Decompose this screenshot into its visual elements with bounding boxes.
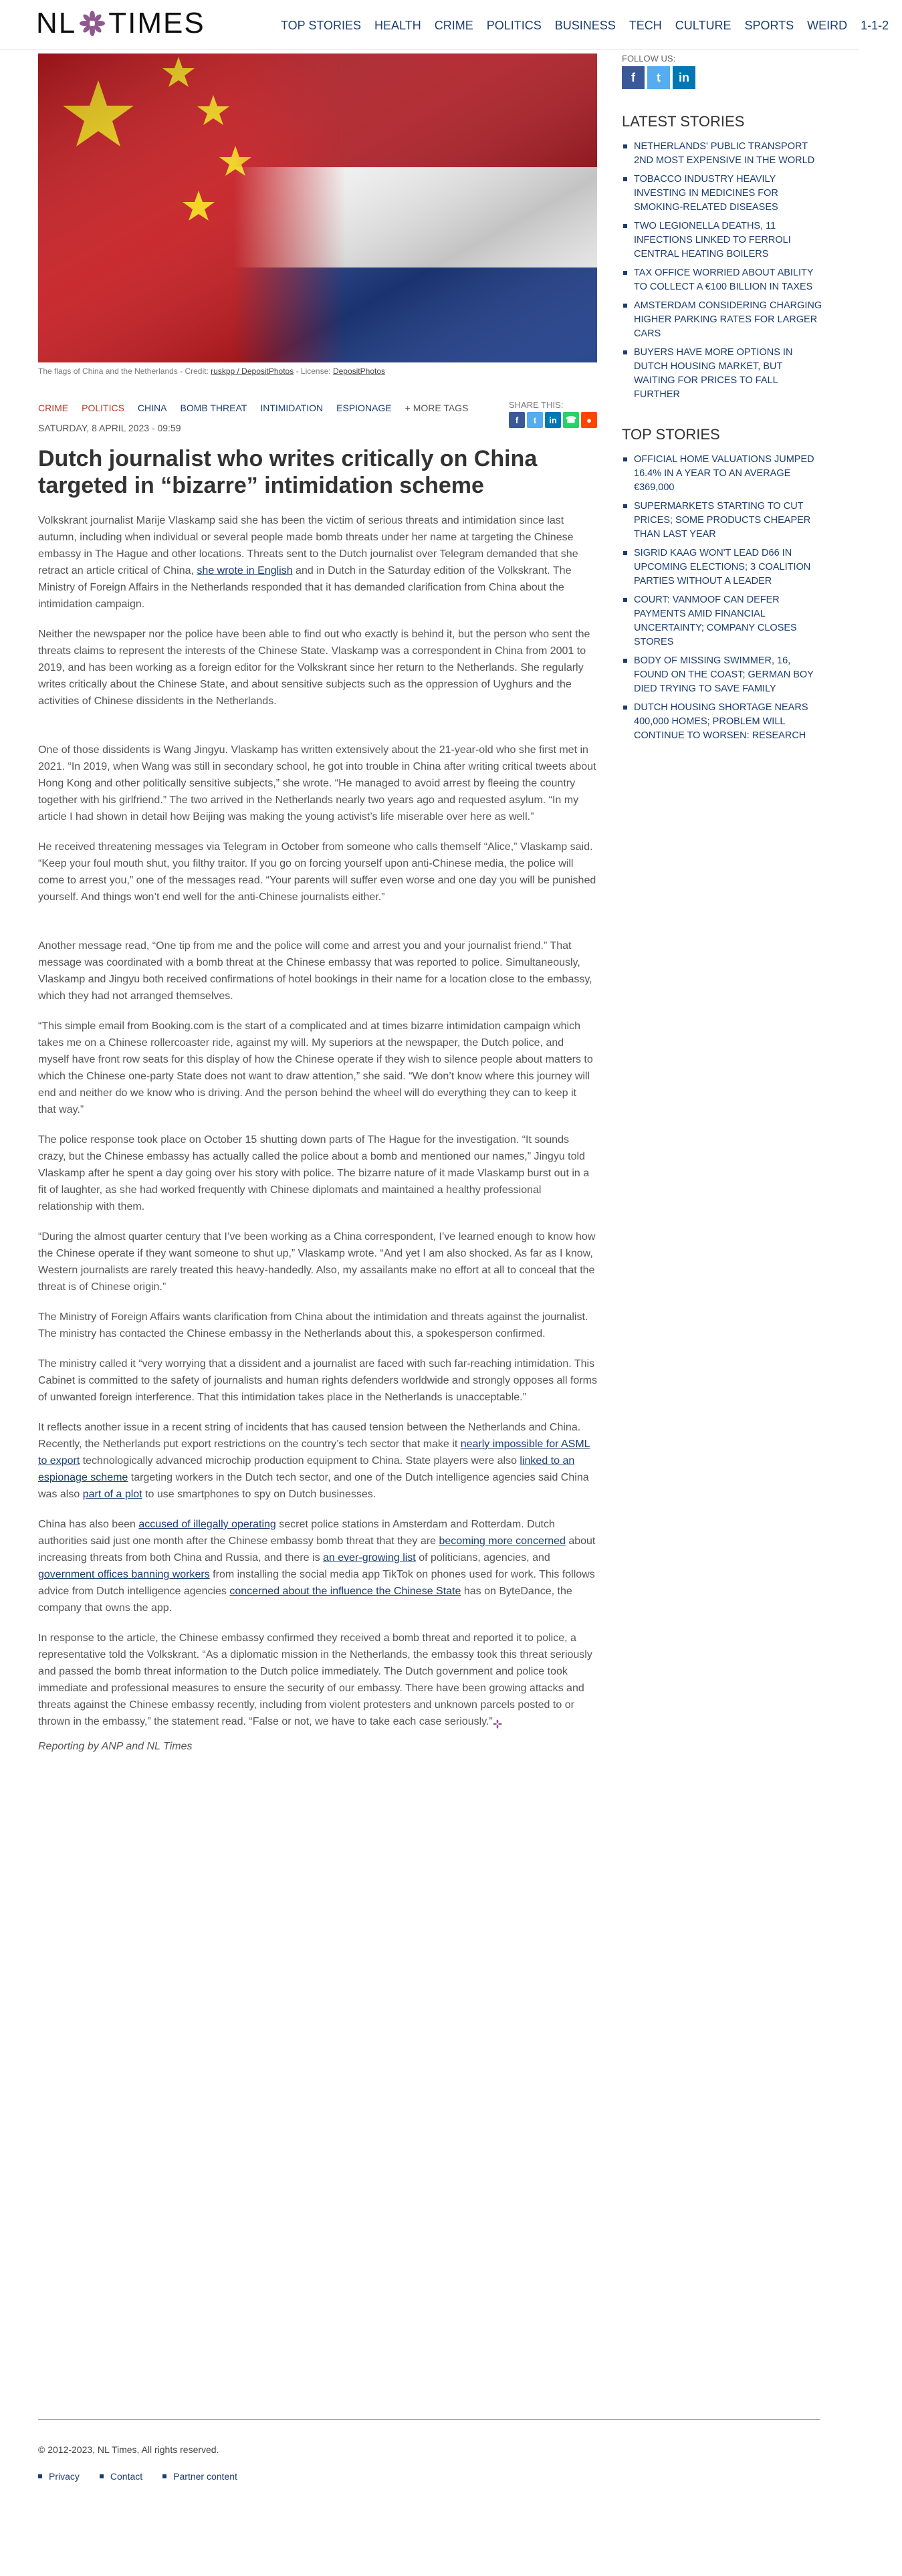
link-ever-growing-list[interactable]: an ever-growing list bbox=[323, 1552, 416, 1564]
latest-stories-list bbox=[622, 140, 822, 402]
tag-china[interactable]: CHINA bbox=[137, 403, 167, 413]
tag-crime[interactable]: CRIME bbox=[38, 403, 69, 413]
list-item bbox=[622, 140, 822, 168]
latest-story-link[interactable]: TOBACCO INDUSTRY HEAVILY INVESTING IN MEDICINES FOR SMOKING-RELATED DISEASES bbox=[634, 174, 778, 213]
reporting-credit: Reporting by ANP and NL Times bbox=[38, 1741, 193, 1752]
latest-stories-heading: LATEST STORIES bbox=[622, 113, 745, 130]
twitter-follow-icon[interactable]: t bbox=[647, 66, 670, 89]
list-item bbox=[622, 346, 822, 402]
nav-business[interactable]: BUSINESS bbox=[554, 19, 616, 32]
link-becoming-more-concerned[interactable]: becoming more concerned bbox=[439, 1535, 566, 1547]
tag-espionage[interactable]: ESPIONAGE bbox=[336, 403, 392, 413]
article-body bbox=[38, 512, 597, 1753]
follow-label: FOLLOW US: bbox=[622, 53, 676, 64]
p11-text-a: It reflects another issue in a recent string of incidents that has caused tension between the Netherlands and China. Recently, the Netherlands put export restrictions on the country’s tech sector that make it bbox=[38, 1422, 581, 1450]
top-story-link[interactable]: SUPERMARKETS STARTING TO CUT PRICES; SOME PRODUCTS CHEAPER THAN LAST YEAR bbox=[634, 501, 811, 540]
list-item bbox=[622, 701, 822, 743]
link-influence-chinese-state[interactable]: concerned about the influence the Chinese State bbox=[229, 1586, 461, 1597]
paragraph-6: “This simple email from Booking.com is the start of a complicated and at times bizarre intimidation campaign which takes me on a Chinese rollercoaster ride, against my will. My superiors at the newspaper, the Dutch police, and myself have front row seats for this display of how the Chinese operate if they wish to silence people about matters to which the Chinese one-party State does not want to draw attention,” she said. “We don’t know where this journey will end and neither do we know who is driving. And the person behind the wheel will do everything they can to keep it that way.” bbox=[38, 1021, 593, 1115]
article bbox=[38, 53, 597, 1753]
end-flower-icon bbox=[493, 1717, 502, 1727]
top-story-link[interactable]: OFFICIAL HOME VALUATIONS JUMPED 16.4% IN A YEAR TO AN AVERAGE €369,000 bbox=[634, 454, 814, 493]
nav-health[interactable]: HEALTH bbox=[374, 19, 421, 32]
footer-links bbox=[38, 2471, 820, 2482]
p11-text-c: targeting workers in the Dutch tech sector, and one of the Dutch intelligence agencies said China was also bbox=[38, 1472, 589, 1500]
reddit-icon[interactable]: ● bbox=[581, 412, 597, 428]
list-item bbox=[622, 500, 822, 542]
logo-text-left: NL bbox=[36, 7, 77, 39]
p12-text-f: has on ByteDance, the company that owns the app. bbox=[38, 1586, 572, 1614]
nav-culture[interactable]: CULTURE bbox=[675, 19, 731, 32]
tulip-flower-icon bbox=[79, 10, 106, 37]
twitter-icon[interactable]: t bbox=[527, 412, 543, 428]
list-item bbox=[622, 654, 822, 696]
caption-text: The flags of China and the Netherlands - Credit: bbox=[38, 366, 209, 376]
paragraph-2: Neither the newspaper nor the police have been able to find out who exactly is behind it, but the person who sent the threats claims to represent the interests of the Chinese State. Vlaskamp was a correspondent in China from 2001 to 2019, and has been working as a foreign editor for the Volkskrant since her return to the Netherlands. She regularly writes critically about the Chinese State, and about sensitive subjects such as the oppression of Uyghurs and the activities of Chinese dissidents in the Netherlands. bbox=[38, 629, 590, 707]
whatsapp-icon[interactable]: ☎ bbox=[563, 412, 579, 428]
top-story-link[interactable]: BODY OF MISSING SWIMMER, 16, FOUND ON THE COAST; GERMAN BOY DIED TRYING TO SAVE FAMILY bbox=[634, 655, 814, 694]
nav-tech[interactable]: TECH bbox=[629, 19, 662, 32]
p1-text-a: Volkskrant journalist Marije Vlaskamp said she has been the victim of serious threats and intimidation since last autumn, including when individual or several people made bomb threats under her name at targeting the Chinese embassy in The Hague and other locations. Threats sent to the Dutch journalist over Telegram demanded that she retract an article critical of China, bbox=[38, 515, 578, 576]
top-stories-list bbox=[622, 453, 822, 743]
list-item bbox=[100, 2471, 142, 2482]
site-footer bbox=[38, 2420, 820, 2482]
main-nav bbox=[281, 19, 902, 33]
p12-text-d: of politicians, agencies, and bbox=[415, 1552, 550, 1564]
latest-story-link[interactable]: TWO LEGIONELLA DEATHS, 11 INFECTIONS LINKED TO FERROLI CENTRAL HEATING BOILERS bbox=[634, 221, 791, 259]
caption-credit-link[interactable]: ruskpp / DepositPhotos bbox=[211, 366, 294, 376]
link-part-of-a-plot[interactable]: part of a plot bbox=[82, 1489, 142, 1500]
top-story-link[interactable]: DUTCH HOUSING SHORTAGE NEARS 400,000 HOMES; PROBLEM WILL CONTINUE TO WORSEN: RESEARCH bbox=[634, 702, 808, 741]
caption-license-link[interactable]: DepositPhotos bbox=[332, 366, 385, 376]
list-item bbox=[162, 2471, 237, 2482]
list-item bbox=[622, 299, 822, 341]
paragraph-4: He received threatening messages via Telegram in October from someone who calls themself “Alice,” Vlaskamp said. “Keep your foul mouth shut, you filthy traitor. If you go on forcing yourself upon anti-Chinese media, the police will come to arrest you,” one of the messages read. “Your parents will suffer even worse and one day you will be punished yourself. And things won’t end well for the anti-Chinese journalists either.” bbox=[38, 841, 596, 903]
paragraph-1 bbox=[38, 512, 597, 613]
footer-partner-link[interactable]: Partner content bbox=[173, 2471, 237, 2482]
image-caption bbox=[38, 366, 597, 376]
p11-text-d: to use smartphones to spy on Dutch businesses. bbox=[142, 1489, 376, 1500]
site-header bbox=[0, 0, 889, 49]
follow-icons bbox=[622, 66, 822, 89]
paragraph-11 bbox=[38, 1419, 597, 1503]
latest-story-link[interactable]: AMSTERDAM CONSIDERING CHARGING HIGHER PARKING RATES FOR LARGER CARS bbox=[634, 300, 822, 339]
sidebar bbox=[622, 53, 822, 748]
paragraph-7: The police response took place on October 15 shutting down parts of The Hague for the investigation. “It sounds crazy, but the Chinese embassy has actually called the police about a bomb and mentioned our names,” Jingyu told Vlaskamp after he spent a day going over his story with police. The bizarre nature of it made Vlaskamp burst out in a fit of laughter, as she had worked frequently with Chinese diplomats and maintained a healthy professional relationship with them. bbox=[38, 1134, 590, 1212]
tag-intimidation[interactable]: INTIMIDATION bbox=[260, 403, 324, 413]
nav-weird[interactable]: WEIRD bbox=[807, 19, 848, 32]
p12-text-a: China has also been bbox=[38, 1519, 139, 1530]
paragraph-13 bbox=[38, 1630, 597, 1730]
nav-top-stories[interactable]: TOP STORIES bbox=[281, 19, 362, 32]
link-she-wrote-in-english[interactable]: she wrote in English bbox=[197, 565, 293, 576]
link-asml-export[interactable]: nearly impossible for ASML to export bbox=[38, 1438, 590, 1467]
p1-text-b: and in Dutch in the Saturday edition of the Volkskrant. The Ministry of Foreign Affairs in the Netherlands responded that it has demanded clarification from China about the intimidation campaign. bbox=[38, 565, 572, 610]
paragraph-9: The Ministry of Foreign Affairs wants clarification from China about the intimidation and threats against the journalist. The ministry has contacted the Chinese embassy in the Netherlands about this, a spokesperson confirmed. bbox=[38, 1311, 588, 1339]
latest-story-link[interactable]: BUYERS HAVE MORE OPTIONS IN DUTCH HOUSING MARKET, BUT WAITING FOR PRICES TO FALL FURTHER bbox=[634, 347, 793, 400]
article-title: Dutch journalist who writes critically on China targeted in “bizarre” intimidation scheme bbox=[38, 446, 538, 498]
paragraph-5: Another message read, “One tip from me and the police will come and arrest you and your journalist friend.” That message was coordinated with a bomb threat at the Chinese embassy that was reported to police. Simultaneously, Vlaskamp and Jingyu both received confirmations of hotel bookings in their name for a location close to the embassy, which they had not arranged themselves. bbox=[38, 940, 592, 1002]
list-item bbox=[622, 219, 822, 261]
footer-privacy-link[interactable]: Privacy bbox=[49, 2471, 80, 2482]
linkedin-icon[interactable]: in bbox=[545, 412, 561, 428]
link-espionage-scheme[interactable]: linked to an espionage scheme bbox=[38, 1455, 575, 1483]
p12-text-b: secret police stations in Amsterdam and Rotterdam. Dutch authorities said just one month after the Chinese embassy bomb threat that they are bbox=[38, 1519, 555, 1547]
tag-row bbox=[38, 400, 597, 425]
tag-politics[interactable]: POLITICS bbox=[82, 403, 124, 413]
facebook-icon[interactable]: f bbox=[509, 412, 525, 428]
paragraph-3: One of those dissidents is Wang Jingyu. Vlaskamp has written extensively about the 21-year-old who she first met in 2021. “In 2019, when Wang was still in secondary school, he got into trouble in China after writing critical tweets about Hong Kong and other politically sensitive subjects,” she wrote. “He managed to avoid arrest by fleeing the country together with his girlfriend.” The two arrived in the Netherlands nearly two years ago and requested asylum. “In my article I had shown in detail how Beijing was making the young activist’s life miserable over here as well.” bbox=[38, 744, 596, 823]
share-label: SHARE THIS: bbox=[509, 400, 564, 410]
top-story-link[interactable]: SIGRID KAAG WON'T LEAD D66 IN UPCOMING ELECTIONS; 3 COALITION PARTIES WITHOUT A LEADER bbox=[634, 548, 811, 586]
copyright: © 2012-2023, NL Times, All rights reserved. bbox=[38, 2444, 219, 2455]
nav-crime[interactable]: CRIME bbox=[434, 19, 473, 32]
tag-bomb-threat[interactable]: BOMB THREAT bbox=[180, 403, 247, 413]
logo-text-right: TIMES bbox=[108, 7, 205, 39]
facebook-follow-icon[interactable]: f bbox=[622, 66, 645, 89]
share-icons bbox=[509, 412, 597, 428]
paragraph-8: “During the almost quarter century that I’ve been working as a China correspondent, I’ve learned enough to know how the Chinese operate if they want someone to shut up,” Vlaskamp wrote. “And yet I am also shocked. As far as I know, Western journalists are rarely treated this heavy-handedly. Also, my assailants make no effort at all to conceal that the threat is of Chinese origin.” bbox=[38, 1231, 596, 1293]
list-item bbox=[622, 266, 822, 294]
paragraph-10: The ministry called it “very worrying that a dissident and a journalist are faced with such far-reaching intimidation. This Cabinet is committed to the safety of journalists and human rights defenders worldwide and strongly opposes all forms of unwanted foreign interference. That this intimidation takes place in the Netherlands is unacceptable.” bbox=[38, 1358, 597, 1403]
article-date: SATURDAY, 8 APRIL 2023 - 09:59 bbox=[38, 423, 181, 433]
top-stories-heading: TOP STORIES bbox=[622, 426, 720, 443]
caption-license-label: - License: bbox=[296, 366, 331, 376]
share-box bbox=[509, 400, 597, 428]
nav-politics[interactable]: POLITICS bbox=[486, 19, 542, 32]
link-illegally-operating[interactable]: accused of illegally operating bbox=[138, 1519, 276, 1530]
site-logo[interactable] bbox=[36, 5, 205, 41]
linkedin-follow-icon[interactable]: in bbox=[673, 66, 695, 89]
nav-sports[interactable]: SPORTS bbox=[744, 19, 794, 32]
p12-text-c: about increasing threats from both China and Russia, and there is bbox=[38, 1535, 596, 1564]
list-item bbox=[622, 173, 822, 215]
latest-story-link[interactable]: TAX OFFICE WORRIED ABOUT ABILITY TO COLLECT A €100 BILLION IN TAXES bbox=[634, 267, 814, 292]
link-offices-banning-workers[interactable]: government offices banning workers bbox=[38, 1569, 210, 1580]
p11-text-b: technologically advanced microchip production equipment to China. State players were also bbox=[80, 1455, 520, 1467]
footer-contact-link[interactable]: Contact bbox=[110, 2471, 143, 2482]
article-hero-image bbox=[38, 53, 597, 362]
top-story-link[interactable]: COURT: VANMOOF CAN DEFER PAYMENTS AMID FINANCIAL UNCERTAINTY; COMPANY CLOSES STORES bbox=[634, 595, 797, 647]
latest-story-link[interactable]: NETHERLANDS' PUBLIC TRANSPORT 2ND MOST EXPENSIVE IN THE WORLD bbox=[634, 141, 815, 166]
p13-text: In response to the article, the Chinese embassy confirmed they received a bomb threat and reported it to police, a representative told the Volkskrant. “As a diplomatic mission in the Netherlands, the embassy took this threat seriously and passed the bomb threat information to the Dutch police immediately. The Dutch government and police took immediate and professional measures to ensure the security of our embassy. There have been growing attacks and threats against the Chinese embassy recently, including from violent protesters and unknown parcels posted to or thrown in the embassy,” the statement read. “False or not, we have to take each case seriously.” bbox=[38, 1632, 592, 1727]
paragraph-12 bbox=[38, 1516, 597, 1616]
list-item bbox=[38, 2471, 80, 2482]
nav-112[interactable]: 1-1-2 bbox=[861, 19, 889, 32]
more-tags-button[interactable]: + MORE TAGS bbox=[405, 403, 469, 413]
list-item bbox=[622, 453, 822, 495]
list-item bbox=[622, 593, 822, 649]
p12-text-e: from installing the social media app TikTok on phones used for work. This follows advice from Dutch intelligence agencies bbox=[38, 1569, 595, 1597]
list-item bbox=[622, 546, 822, 588]
